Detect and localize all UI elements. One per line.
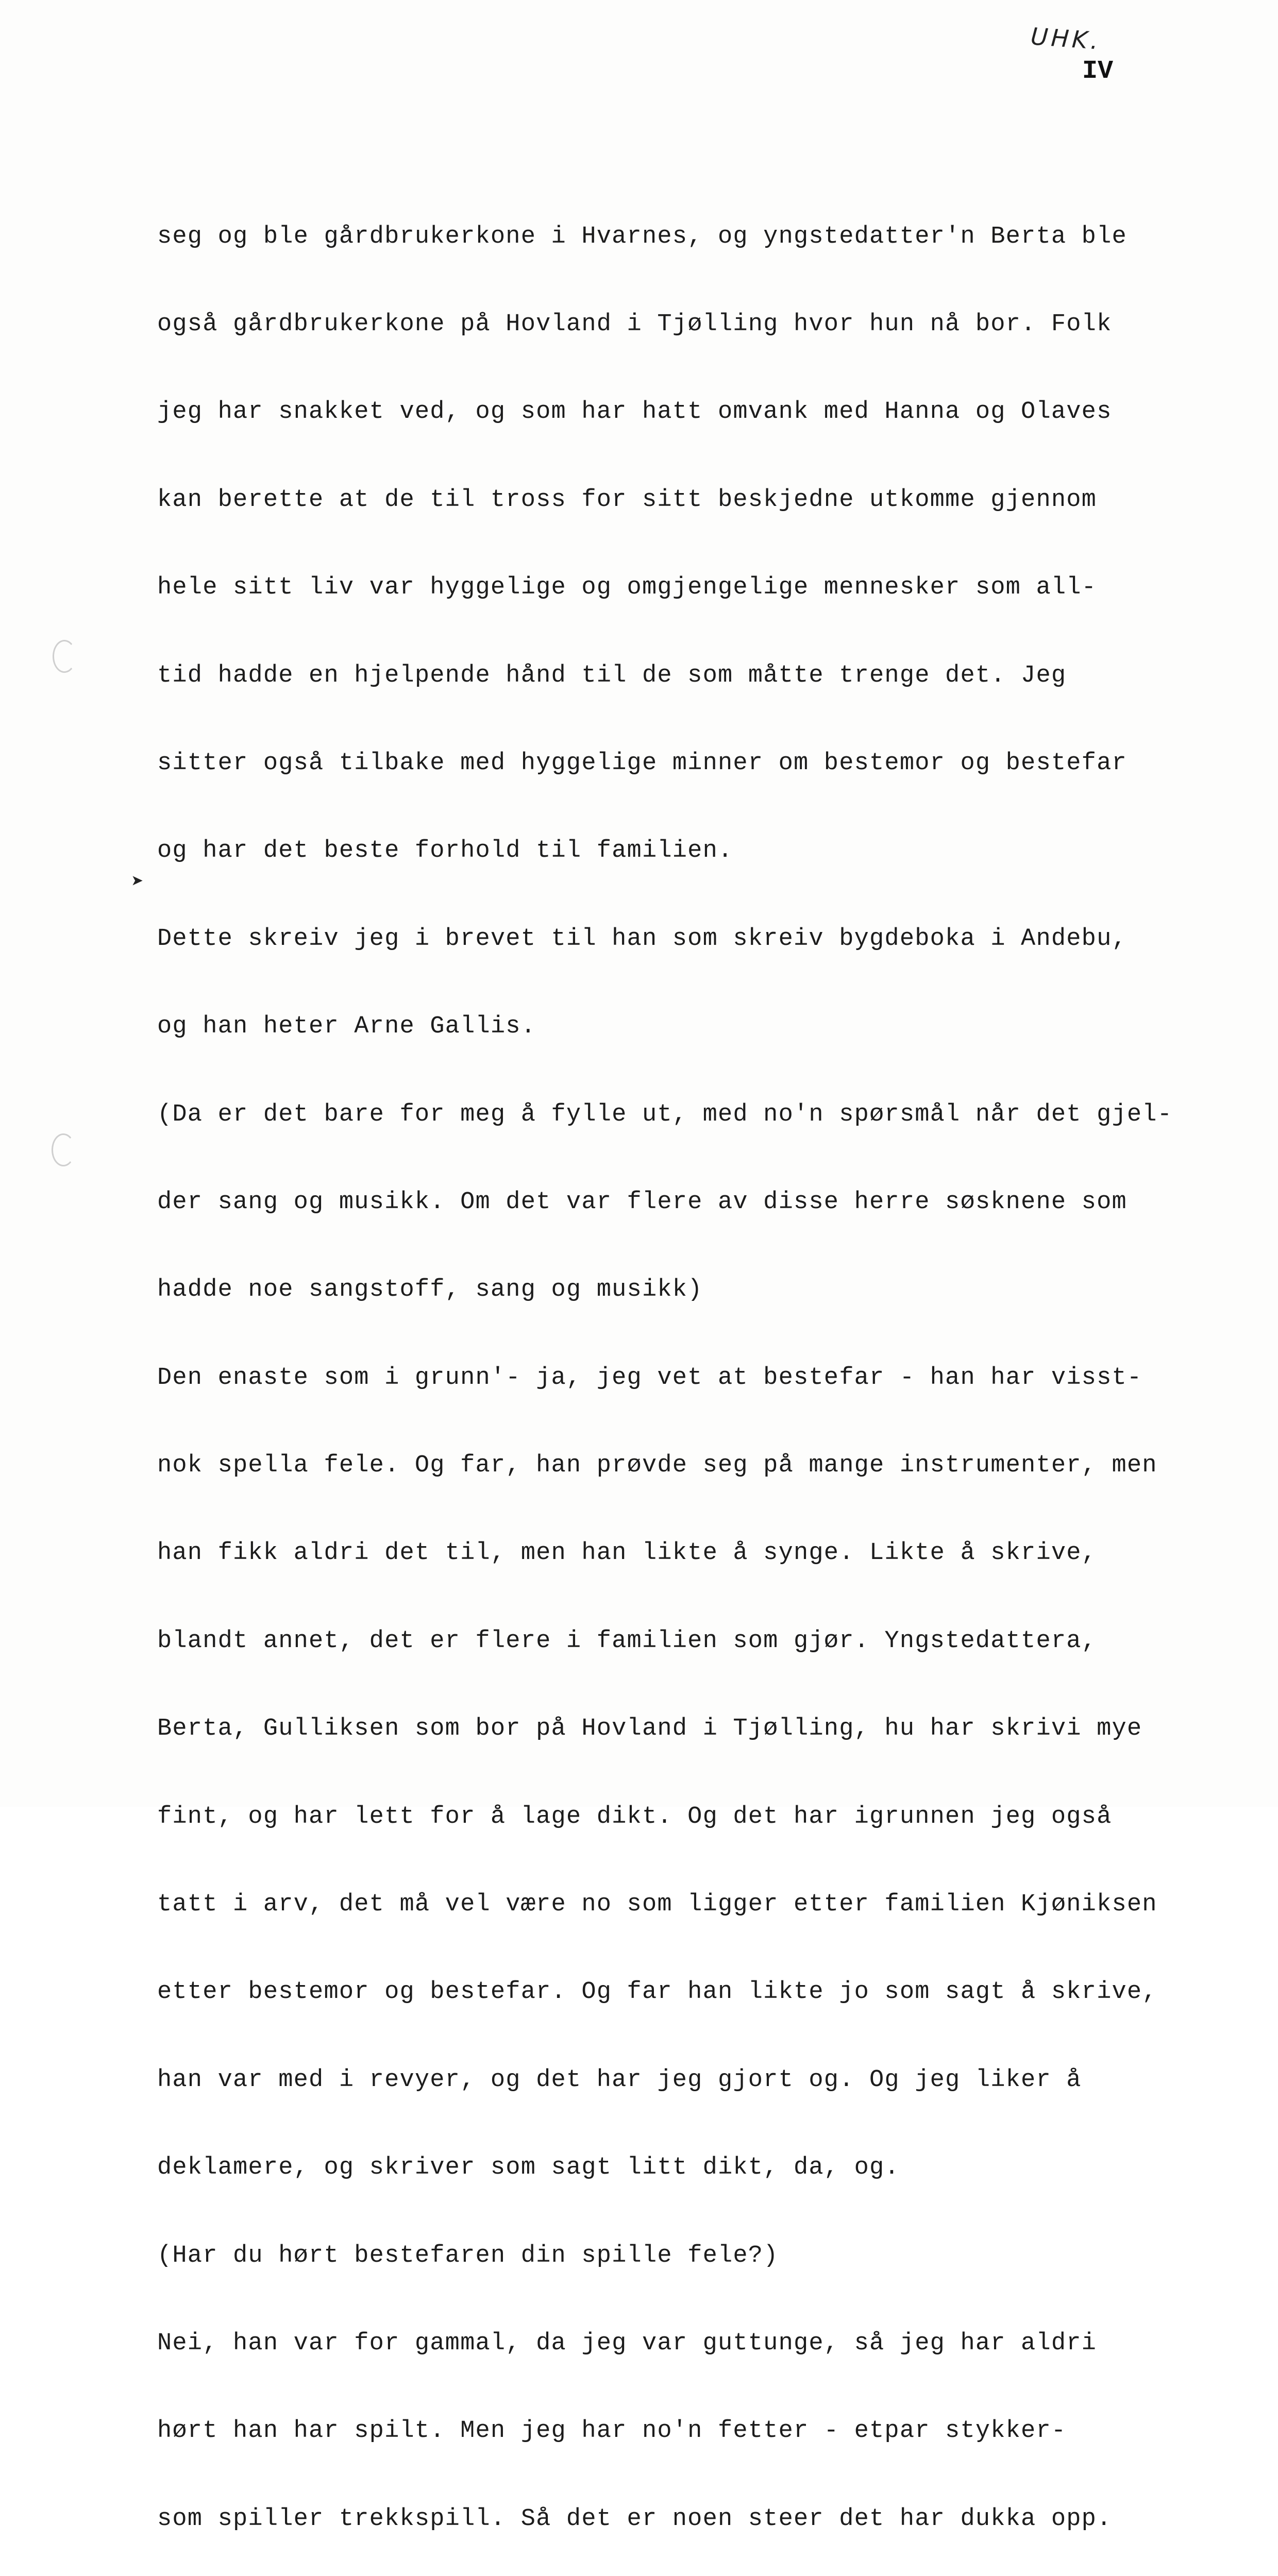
- text-line: nok spella fele. Og far, han prøvde seg på mange instrumenter, men: [157, 1452, 1157, 1480]
- punch-hole-top: [53, 640, 76, 673]
- margin-arrow-mark: ➤: [131, 872, 144, 895]
- text-line: også gårdbrukerkone på Hovland i Tjølling hvor hun nå bor. Folk: [157, 310, 1112, 338]
- text-line: kan berette at de til tross for sitt beskjedne utkomme gjennom: [157, 486, 1097, 514]
- archive-mark: UHK.: [1030, 22, 1102, 55]
- text-line: tid hadde en hjelpende hånd til de som måtte trenge det. Jeg: [157, 662, 1067, 689]
- text-line: jeg har snakket ved, og som har hatt omvank med Hanna og Olaves: [157, 398, 1112, 426]
- text-line: han fikk aldri det til, men han likte å synge. Likte å skrive,: [157, 1539, 1097, 1567]
- text-line: fint, og har lett for å lage dikt. Og det har igrunnen jeg også: [157, 1803, 1112, 1831]
- text-line: Nei, han var for gammal, da jeg var guttunge, så jeg har aldri: [157, 2329, 1097, 2357]
- punch-hole-bottom: [52, 1133, 75, 1166]
- text-line: Dette skreiv jeg i brevet til han som skreiv bygdeboka i Andebu,: [157, 925, 1127, 953]
- text-line: etter bestemor og bestefar. Og far han likte jo som sagt å skrive,: [157, 1978, 1157, 2006]
- typed-transcript-body: [157, 164, 1239, 2576]
- text-line: hele sitt liv var hyggelige og omgjengelige mennesker som all-: [157, 574, 1097, 602]
- page-number: IV: [1082, 57, 1114, 86]
- text-line: blandt annet, det er flere i familien som gjør. Yngstedattera,: [157, 1627, 1097, 1655]
- text-line: Berta, Gulliksen som bor på Hovland i Tjølling, hu har skrivi mye: [157, 1715, 1142, 1743]
- text-line: Den enaste som i grunn'- ja, jeg vet at bestefar - han har visst-: [157, 1364, 1142, 1392]
- text-line: seg og ble gårdbrukerkone i Hvarnes, og yngstedatter'n Berta ble: [157, 223, 1127, 250]
- text-line: som spiller trekkspill. Så det er noen steer det har dukka opp.: [157, 2505, 1112, 2533]
- text-line: der sang og musikk. Om det var flere av disse herre søsknene som: [157, 1188, 1127, 1216]
- text-line: hadde noe sangstoff, sang og musikk): [157, 1276, 703, 1304]
- text-line: tatt i arv, det må vel være no som ligger etter familien Kjøniksen: [157, 1891, 1157, 1919]
- text-line: (Da er det bare for meg å fylle ut, med no'n spørsmål når det gjel-: [157, 1100, 1173, 1128]
- text-line: og han heter Arne Gallis.: [157, 1013, 536, 1041]
- text-line: sitter også tilbake med hyggelige minner om bestemor og bestefar: [157, 749, 1127, 777]
- text-line: han var med i revyer, og det har jeg gjort og. Og jeg liker å: [157, 2066, 1082, 2094]
- text-line: hørt han har spilt. Men jeg har no'n fetter - etpar stykker-: [157, 2417, 1067, 2445]
- text-line: deklamere, og skriver som sagt litt dikt, da, og.: [157, 2154, 900, 2182]
- text-line: og har det beste forhold til familien.: [157, 837, 733, 865]
- text-line: (Har du hørt bestefaren din spille fele?): [157, 2242, 779, 2269]
